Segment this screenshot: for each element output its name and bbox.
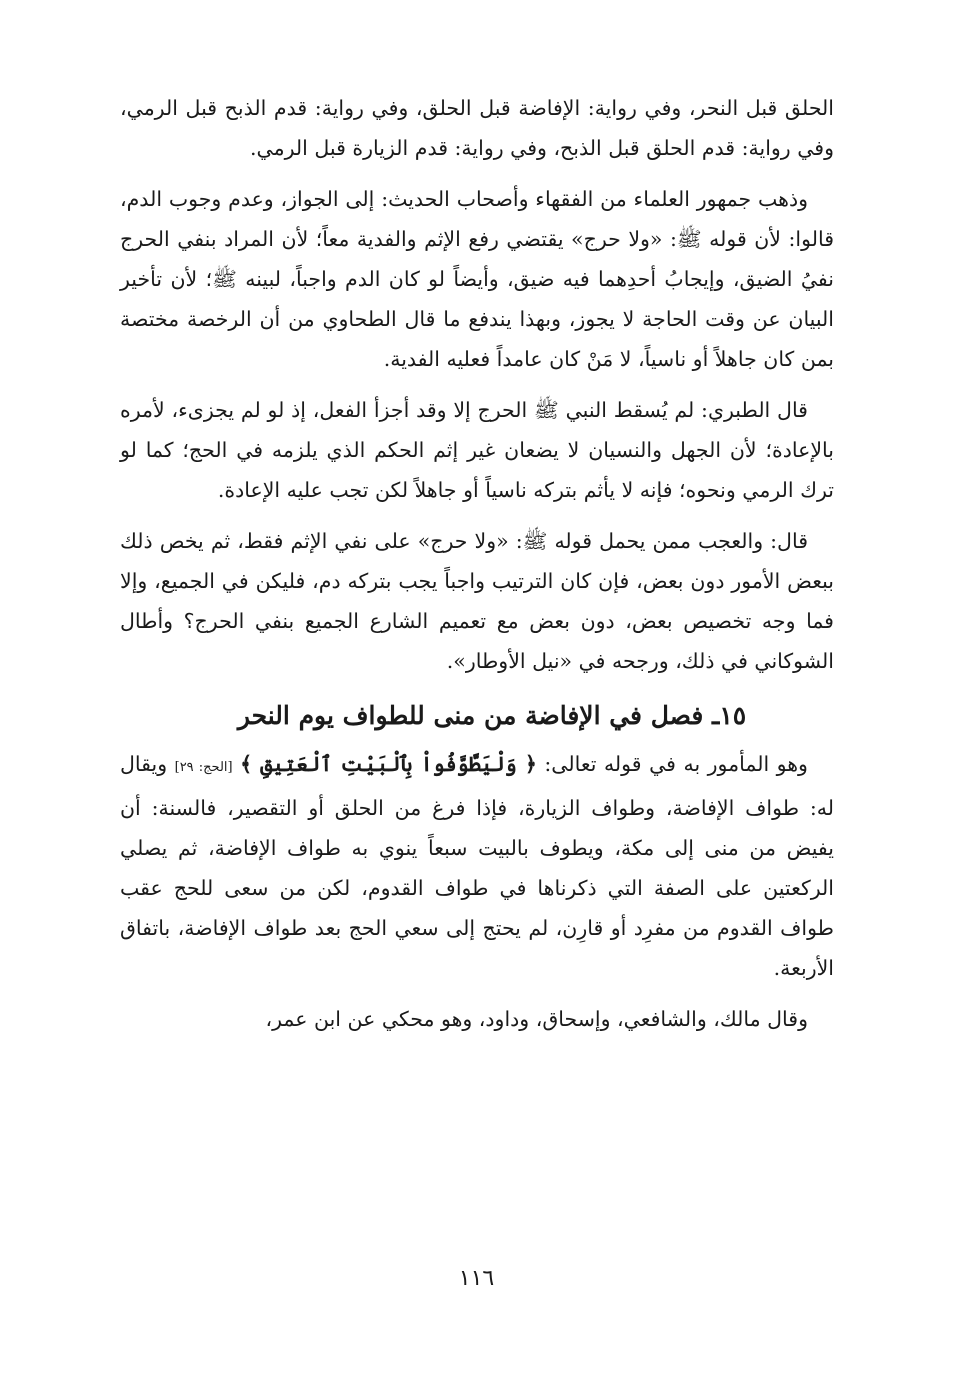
page-body <box>120 88 834 1050</box>
quran-verse: ﴿ وَلْيَطَّوَّفُواْ بِٱلْبَيْتِ ٱلْعَتِيقِ ﴾ <box>240 752 537 776</box>
paragraph-5-intro: وهو المأمور به في قوله تعالى: <box>544 752 808 776</box>
paragraph-5 <box>120 744 834 988</box>
paragraph-2: وذهب جمهور العلماء من الفقهاء وأصحاب الحديث: إلى الجواز، وعدم وجوب الدم، قالوا: لأن قوله ﷺ: «ولا حرج» يقتضي رفع الإثم والفدية معاً؛ لأن المراد بنفي الحرج نفيُ الضيق، وإيجابُ أحدِهما فيه ضيق، وأيضاً لو كان الدم واجباً، لبينه ﷺ؛ لأن تأخير البيان عن وقت الحاجة لا يجوز، وبهذا يندفع ما قال الطحاوي من أن الرخصة مختصة بمن كان جاهلاً أو ناسياً، لا مَنْ كان عامداً فعليه الفدية. <box>120 187 834 371</box>
paragraph-4: قال: والعجب ممن يحمل قوله ﷺ: «ولا حرج» على نفي الإثم فقط، ثم يخص ذلك ببعض الأمور دون بعض، فإن كان الترتيب واجباً يجب بتركه دم، فليكن في الجميع، وإلا فما وجه تخصيص بعض، دون بعض مع تعميم الشارع الجميع بنفي الحرج؟ وأطال الشوكاني في ذلك، ورجحه في «نيل الأوطار». <box>120 529 834 673</box>
paragraph-3: قال الطبري: لم يُسقط النبي ﷺ الحرج إلا وقد أجزأ الفعل، إذ لو لم يجزىء، لأمره بالإعادة؛ لأن الجهل والنسيان لا يضعان غير إثم الحكم الذي يلزمه في الحج؛ كما لو ترك الرمي ونحوه؛ فإنه لا يأثم بتركه ناسياً أو جاهلاً لكن تجب عليه الإعادة. <box>120 398 834 502</box>
paragraph-6: وقال مالك، والشافعي، وإسحاق، وداود، وهو محكي عن ابن عمر، <box>265 1007 808 1031</box>
page-number: ١١٦ <box>458 1266 495 1291</box>
paragraph-1: الحلق قبل النحر، وفي رواية: الإفاضة قبل الحلق، وفي رواية: قدم الذبح قبل الرمي، وفي رواية: قدم الحلق قبل الذبح، وفي رواية: قدم الزيارة قبل الرمي. <box>120 96 834 160</box>
verse-reference: [الحج: ٢٩] <box>174 760 233 775</box>
section-heading: ١٥ـ فصل في الإفاضة من منى للطواف يوم النحر <box>237 701 747 730</box>
paragraph-5-rest: ويقال له: طواف الإفاضة، وطواف الزيارة، فإذا فرغ من الحلق أو التقصير، فالسنة: أن يفيض من منى إلى مكة، ويطوف بالبيت سبعاً ينوي به طواف الإفاضة، ثم يصلي الركعتين على الصفة التي ذكرناها في طواف القدوم، لكن من سعى للحج عقب طواف القدوم من مفرِد أو قارِن، لم يحتج إلى سعي الحج بعد طواف الإفاضة، باتفاق الأربعة. <box>120 752 834 980</box>
